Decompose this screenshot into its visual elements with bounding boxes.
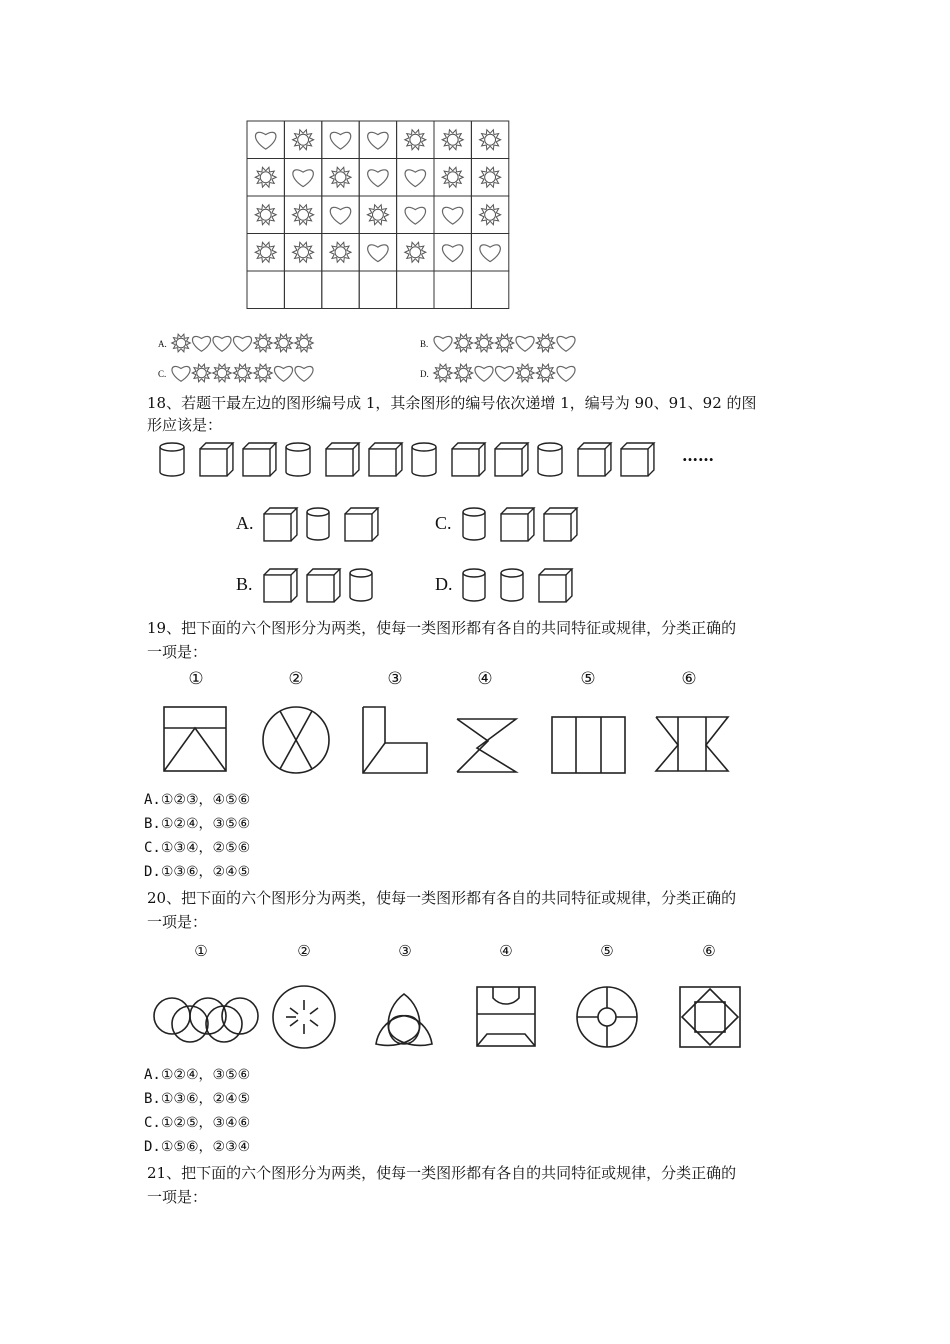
q20-figure-4: [477, 987, 535, 1046]
q18-stem-line2: 形应该是：: [147, 416, 223, 434]
option-label: C.: [435, 513, 452, 533]
q20-figure-number-6: ⑥: [702, 942, 716, 960]
q21-stem-line1: 21、把下面的六个图形分为两类，使每一类图形都有各自的共同特征或规律，分类正确的: [147, 1164, 737, 1182]
q19-figure-number-5: ⑤: [580, 669, 596, 689]
option-label: D.: [435, 574, 453, 594]
q18-ellipsis: ……: [682, 446, 714, 465]
q20-figure-number-3: ③: [398, 942, 412, 960]
option-label: A.: [158, 339, 167, 349]
q19-option-c[interactable]: C.①③④，②⑤⑥: [144, 840, 251, 856]
q20-figure-number-1: ①: [194, 942, 208, 960]
option-label: B.: [236, 574, 253, 594]
q20-option-d[interactable]: D.①⑤⑥，②③④: [144, 1139, 251, 1155]
q19-stem-line1: 19、把下面的六个图形分为两类，使每一类图形都有各自的共同特征或规律，分类正确的: [147, 619, 737, 637]
q19-option-b[interactable]: B.①②④，③⑤⑥: [144, 816, 251, 832]
q19-figure-number-1: ①: [188, 669, 204, 689]
q20-figure-3: [376, 994, 432, 1045]
q21-stem-line2: 一项是：: [147, 1188, 208, 1206]
q19-figure-number-6: ⑥: [681, 669, 697, 689]
q20-figure-6: [680, 987, 740, 1047]
q20-option-c[interactable]: C.①②⑤，③④⑥: [144, 1115, 251, 1131]
q20-figure-number-4: ④: [499, 942, 513, 960]
q20-figure-1: [154, 998, 258, 1042]
q19-figure-number-2: ②: [288, 669, 304, 689]
q19-option-d[interactable]: D.①③⑥，②④⑤: [144, 864, 251, 880]
q18-stem-line1: 18、若题干最左边的图形编号成 1，其余图形的编号依次递增 1，编号为 90、91、92 的图: [147, 394, 757, 412]
q20-stem-line1: 20、把下面的六个图形分为两类，使每一类图形都有各自的共同特征或规律，分类正确的: [147, 889, 737, 907]
q19-option-a[interactable]: A.①②③，④⑤⑥: [144, 792, 251, 808]
option-label: D.: [420, 369, 429, 379]
q20-figure-5: [577, 987, 637, 1047]
q20-figure-number-5: ⑤: [600, 942, 614, 960]
q19-figure-number-3: ③: [387, 669, 403, 689]
q20-option-b[interactable]: B.①③⑥，②④⑤: [144, 1091, 251, 1107]
q20-stem-line2: 一项是：: [147, 913, 208, 931]
option-label: A.: [236, 513, 254, 533]
option-label: C.: [158, 369, 167, 379]
q20-figure-2: [273, 986, 335, 1048]
q20-option-a[interactable]: A.①②④，③⑤⑥: [144, 1067, 251, 1083]
option-label: B.: [420, 339, 429, 349]
q20-figure-number-2: ②: [297, 942, 311, 960]
q19-figure-number-4: ④: [477, 669, 493, 689]
q19-stem-line2: 一项是：: [147, 643, 208, 661]
